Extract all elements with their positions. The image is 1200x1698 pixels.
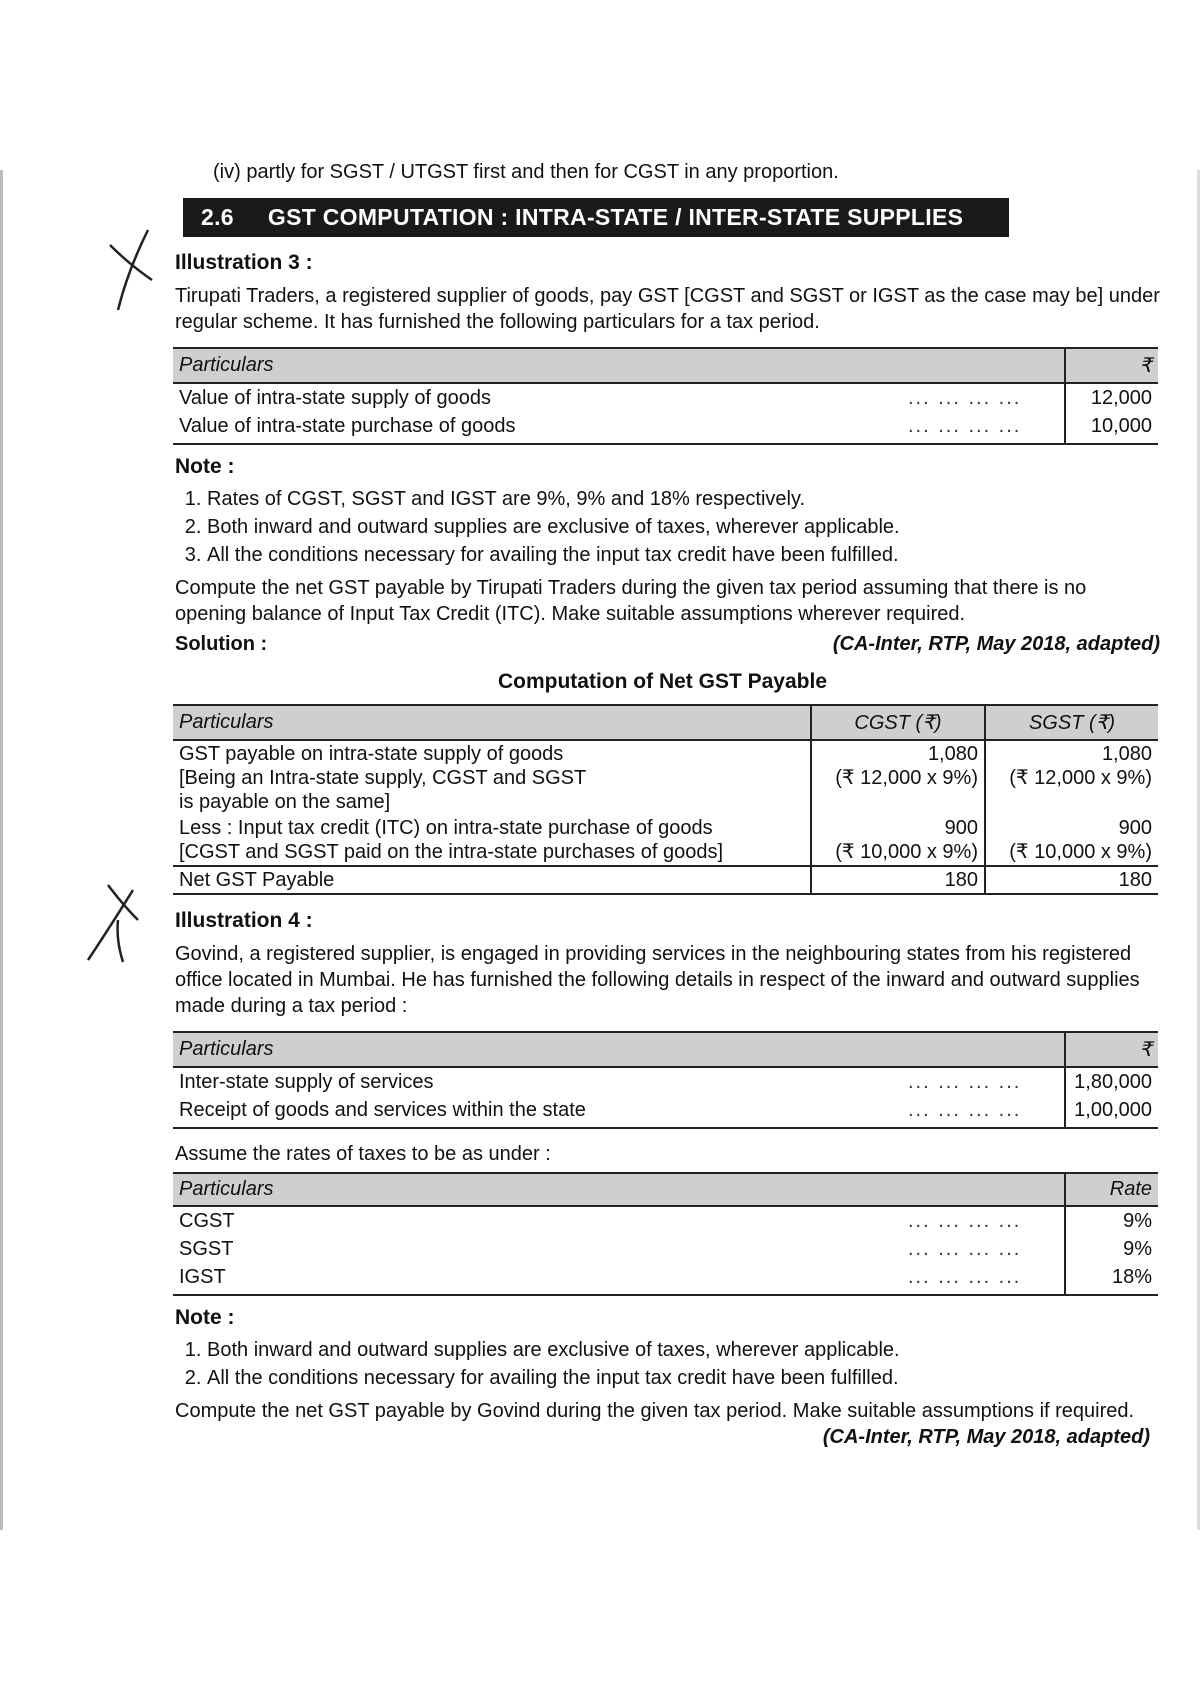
- sgst-cell: [985, 815, 1158, 866]
- list-item: 1. Rates of CGST, SGST and IGST are 9%, 9% and 18% respectively.: [207, 485, 1160, 513]
- net-gst-row: [173, 866, 1158, 894]
- cgst-working: (₹ 10,000 x 9%): [835, 841, 978, 863]
- row-dots: ... ... ... ...: [908, 1238, 1022, 1260]
- notes-list: [175, 485, 1160, 569]
- particulars-header: Particulars: [173, 348, 1065, 383]
- list-item: 2. All the conditions necessary for availing the input tax credit have been fulfilled.: [207, 1364, 1160, 1392]
- illustration-3-text: Tirupati Traders, a registered supplier of goods, pay GST [CGST and SGST or IGST as the case may be] under regular scheme. It has furnished the following particulars for a tax period.: [175, 285, 1160, 333]
- section-heading-bar: [183, 198, 1009, 237]
- intro-line: (iv) partly for SGST / UTGST first and then for CGST in any proportion.: [213, 161, 839, 183]
- rate-header: Rate: [1065, 1173, 1158, 1206]
- page-edge-left: [0, 170, 3, 1530]
- row-label-line: is payable on the same]: [179, 791, 391, 813]
- row-amount: 1,00,000: [1065, 1096, 1158, 1128]
- row-label: IGST: [173, 1263, 902, 1295]
- cgst-value: 900: [944, 817, 978, 839]
- cgst-cell: [811, 740, 985, 815]
- computation-title: Computation of Net GST Payable: [497, 670, 828, 693]
- particulars-header: Particulars: [173, 1032, 1065, 1067]
- row-dots: ... ... ... ...: [902, 412, 1065, 444]
- table-header-row: [173, 348, 1158, 383]
- source-citation: (CA-Inter, RTP, May 2018, adapted): [832, 633, 1160, 655]
- table-row: [173, 1263, 1158, 1295]
- row-amount: 1,80,000: [1065, 1067, 1158, 1096]
- section-number: 2.6: [201, 204, 234, 230]
- cgst-cell: [811, 815, 985, 866]
- note-heading: Note :: [175, 455, 235, 478]
- particulars-header: Particulars: [173, 705, 811, 740]
- solution-row: [175, 633, 1160, 656]
- list-item: 3. All the conditions necessary for availing the input tax credit have been fulfilled.: [207, 541, 1160, 569]
- table-row: [173, 412, 1158, 444]
- tax-rates-table: [173, 1172, 1158, 1296]
- net-label: Net GST Payable: [173, 866, 811, 894]
- row-dots: ... ... ... ...: [908, 1071, 1022, 1093]
- row-dots: ... ... ... ...: [902, 1263, 1065, 1295]
- row-label: SGST: [179, 1238, 234, 1260]
- amount-header: ₹: [1065, 348, 1158, 383]
- table-row: [173, 1067, 1158, 1096]
- net-cgst: 180: [811, 866, 985, 894]
- illustration-4-heading: Illustration 4 :: [175, 909, 313, 932]
- section-title: GST COMPUTATION : INTRA-STATE / INTER-STATE SUPPLIES: [267, 204, 964, 230]
- row-label-line: [CGST and SGST paid on the intra-state purchases of goods]: [179, 841, 724, 863]
- cgst-header: CGST (₹): [811, 705, 985, 740]
- note-heading: Note :: [175, 1306, 235, 1329]
- row-rate: 9%: [1065, 1235, 1158, 1263]
- sgst-value: 1,080: [1101, 743, 1152, 765]
- row-label-line: [Being an Intra-state supply, CGST and SGST: [179, 767, 587, 789]
- handwritten-cross-mark-icon: [78, 880, 148, 970]
- computation-table: [173, 704, 1158, 895]
- cgst-value: 1,080: [927, 743, 978, 765]
- sgst-header: SGST (₹): [985, 705, 1158, 740]
- illustration-4-supplies-table: [173, 1031, 1158, 1129]
- row-label: [173, 740, 811, 815]
- row-label: Inter-state supply of services: [179, 1071, 434, 1093]
- row-label: Receipt of goods and services within the state: [173, 1096, 902, 1128]
- illustration-4-text: Govind, a registered supplier, is engaged in providing services in the neighbouring states from his registered office located in Mumbai. He has furnished the following details in respect of the inward and outward supplies made during a tax period :: [175, 943, 1140, 1017]
- table-row: [173, 1206, 1158, 1235]
- row-label: Value of intra-state supply of goods: [179, 387, 492, 409]
- sgst-working: (₹ 10,000 x 9%): [1009, 841, 1152, 863]
- illustration-3-question: Compute the net GST payable by Tirupati Traders during the given tax period assuming that there is no opening balance of Input Tax Credit (ITC). Make suitable assumptions wherever required.: [175, 577, 1087, 625]
- handwritten-cross-mark-icon: [100, 225, 160, 315]
- row-amount: 12,000: [1065, 383, 1158, 412]
- table-header-row: [173, 1032, 1158, 1067]
- row-rate: 18%: [1065, 1263, 1158, 1295]
- table-header-row: [173, 705, 1158, 740]
- row-dots: ... ... ... ...: [902, 1096, 1065, 1128]
- row-dots: ... ... ... ...: [908, 387, 1022, 409]
- table-header-row: [173, 1173, 1158, 1206]
- list-item: 2. Both inward and outward supplies are exclusive of taxes, wherever applicable.: [207, 513, 1160, 541]
- row-label: [173, 815, 811, 866]
- illustration-4-question: Compute the net GST payable by Govind during the given tax period. Make suitable assumptions if required.: [175, 1400, 1135, 1422]
- row-rate: 9%: [1065, 1206, 1158, 1235]
- table-row: [173, 815, 1158, 866]
- table-row: [173, 383, 1158, 412]
- net-sgst: 180: [985, 866, 1158, 894]
- table-row: [173, 1235, 1158, 1263]
- sgst-working: (₹ 12,000 x 9%): [1009, 767, 1152, 789]
- assume-rates-text: Assume the rates of taxes to be as under :: [175, 1143, 551, 1165]
- table-row: [173, 740, 1158, 815]
- row-label-line: GST payable on intra-state supply of goods: [179, 743, 564, 765]
- illustration-3-heading: Illustration 3 :: [175, 251, 313, 274]
- table-row: [173, 1096, 1158, 1128]
- row-label: Value of intra-state purchase of goods: [173, 412, 902, 444]
- sgst-cell: [985, 740, 1158, 815]
- list-item: 1. Both inward and outward supplies are exclusive of taxes, wherever applicable.: [207, 1336, 1160, 1364]
- row-dots: ... ... ... ...: [908, 1210, 1022, 1232]
- sgst-value: 900: [1118, 817, 1152, 839]
- illustration-3-particulars-table: [173, 347, 1158, 445]
- amount-header: ₹: [1065, 1032, 1158, 1067]
- notes-list: [175, 1336, 1160, 1392]
- page-content: [165, 160, 1160, 1449]
- row-amount: 10,000: [1065, 412, 1158, 444]
- row-label-line: Less : Input tax credit (ITC) on intra-state purchase of goods: [179, 817, 713, 839]
- cgst-working: (₹ 12,000 x 9%): [835, 767, 978, 789]
- solution-label: Solution :: [175, 633, 268, 655]
- row-label: CGST: [179, 1210, 235, 1232]
- source-citation: (CA-Inter, RTP, May 2018, adapted): [822, 1426, 1150, 1448]
- particulars-header: Particulars: [173, 1173, 1065, 1206]
